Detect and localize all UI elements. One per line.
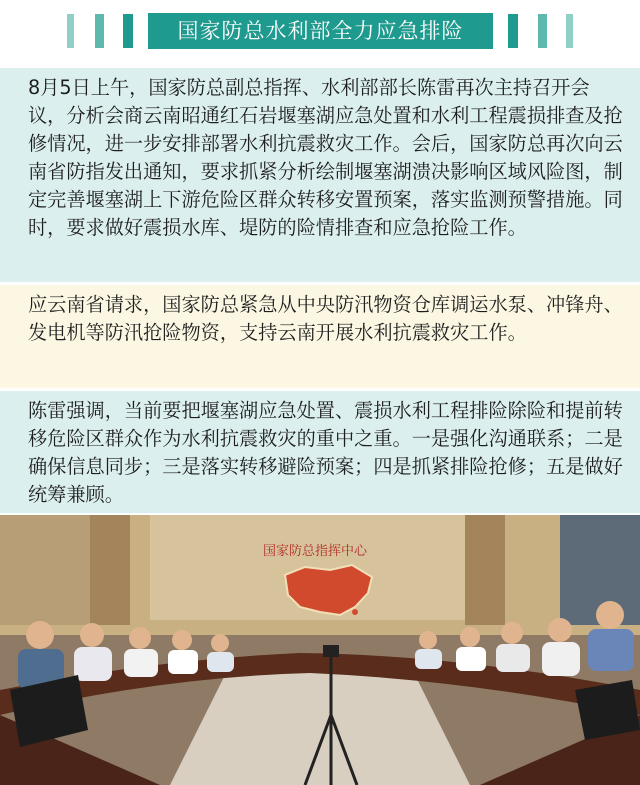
- decor-stripe: [95, 14, 104, 48]
- wall-sign: 国家防总指挥中心: [262, 544, 368, 559]
- meeting-photo: [0, 515, 640, 785]
- meeting-room-illustration: [0, 515, 640, 785]
- decor-stripe: [566, 14, 573, 48]
- decor-stripe: [508, 14, 518, 48]
- map-island: [352, 609, 358, 615]
- decor-stripe: [538, 14, 547, 48]
- paragraph-block-2: [0, 285, 640, 388]
- paragraph-block-3: [0, 391, 640, 513]
- laptop: [575, 680, 640, 740]
- paragraph-text: 应云南省请求，国家防总紧急从中央防汛物资仓库调运水泵、冲锋舟、发电机等防汛抢险物资，支持云南开展水利抗震救灾工作。: [28, 293, 623, 344]
- page-title: 国家防总水利部全力应急排险: [148, 13, 493, 49]
- decor-stripe: [123, 14, 133, 48]
- paragraph-text: 陈雷强调，当前要把堰塞湖应急处置、震损水利工程排险除险和提前转移危险区群众作为水利抗震救灾的重中之重。一是强化沟通联系；二是确保信息同步；三是落实转移避险预案；四是抓紧排险抢修；五是做好统筹兼顾。: [28, 399, 623, 506]
- paragraph-block-1: [0, 68, 640, 282]
- paragraph-text: 8月5日上午，国家防总副总指挥、水利部部长陈雷再次主持召开会议，分析会商云南昭通红石岩堰塞湖应急处置和水利工程震损排查及抢修情况，进一步安排部署水利抗震救灾工作。会后，国家防总再次向云南省防指发出通知，要求抓紧分析绘制堰塞湖溃决影响区域风险图，制定完善堰塞湖上下游危险区群众转移安置预案，落实监测预警措施。同时，要求做好震损水库、堤防的险情排查和应急抢险工作。: [28, 76, 623, 239]
- decor-stripe: [67, 14, 74, 48]
- header-banner: [0, 0, 640, 62]
